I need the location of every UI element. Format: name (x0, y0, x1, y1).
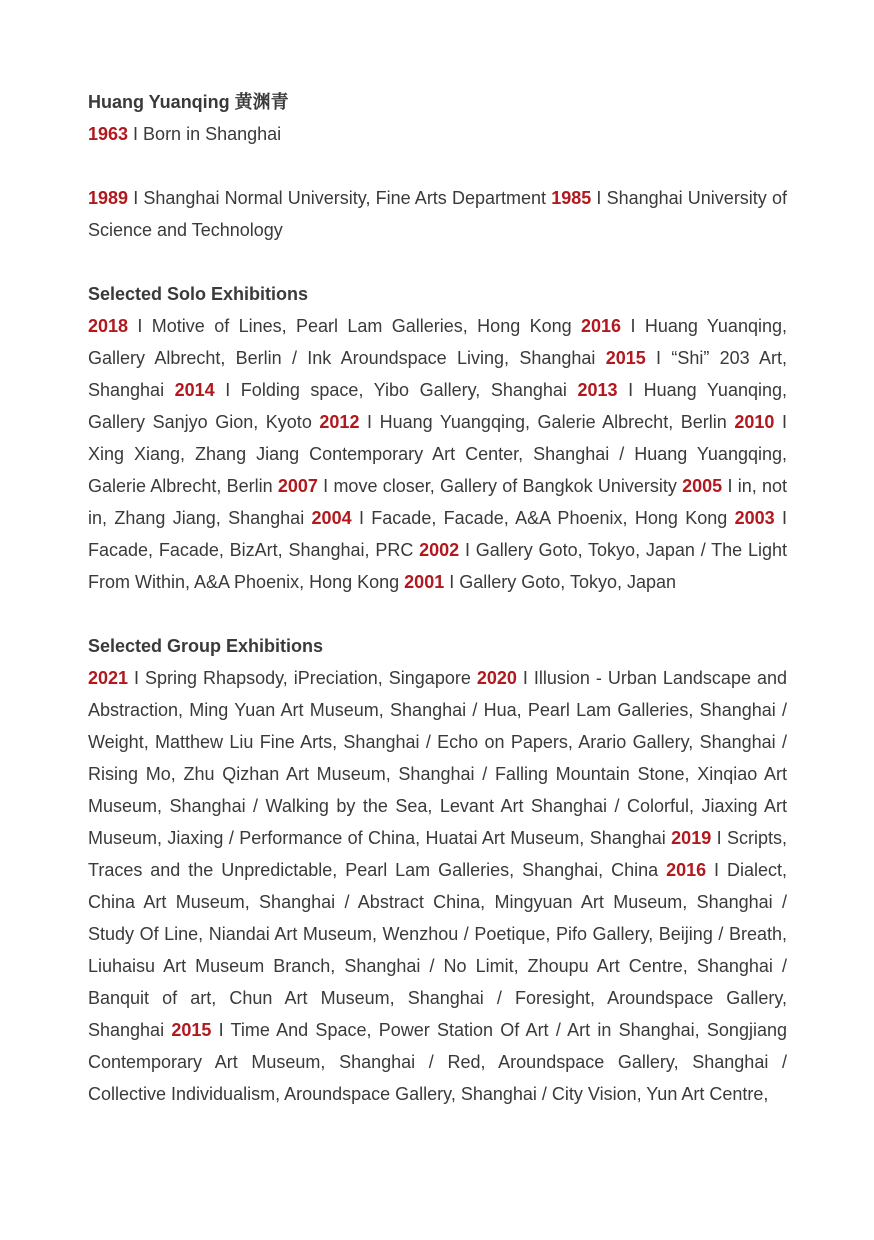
exhibition-text: I Huang Yuangqing, Galerie Albrecht, Berlin (359, 412, 735, 432)
exhibition-text: I “Shi” 203 Art, Shanghai (88, 348, 787, 400)
group-heading-line (88, 630, 787, 662)
exhibition-text: I Gallery Goto, Tokyo, Japan / The Light From Within, A&A Phoenix, Hong Kong (88, 540, 788, 592)
exhibition-year: 2002 (419, 540, 460, 560)
education-year: 1989 (88, 188, 129, 208)
exhibition-text: I Facade, Facade, BizArt, Shanghai, PRC (88, 508, 787, 560)
exhibition-text: I Dialect, China Art Museum, Shanghai / Abstract China, Mingyuan Art Museum, Shanghai / Study Of Line, Niandai Art Museum, Wenzhou / Poetique, Pifo Gallery, Beijing / Breath, Liuhaisu Art Museum Branch, Shanghai / No Limit, Zhoupu Art Centre, Shanghai / Banquit of art, Chun Art Museum, Shanghai / Foresight, Aroundspace Gallery, Shanghai (88, 860, 788, 1040)
education-text: I Shanghai Normal University, Fine Arts Department (128, 188, 552, 208)
exhibition-year: 2014 (174, 380, 215, 400)
exhibition-year: 2020 (476, 668, 517, 688)
exhibition-year: 2010 (734, 412, 775, 432)
birth-line (88, 118, 787, 150)
exhibition-year: 2003 (734, 508, 775, 528)
exhibition-text: I in, not in, Zhang Jiang, Shanghai (88, 476, 788, 528)
exhibition-text: I Huang Yuanqing, Gallery Sanjyo Gion, Kyoto (88, 380, 787, 432)
exhibition-text: I move closer, Gallery of Bangkok University (317, 476, 683, 496)
exhibition-text: I Time And Space, Power Station Of Art / Art in Shanghai, Songjiang Contemporary Art Museum, Shanghai / Red, Aroundspace Gallery, Shanghai / Collective Individualism, Aroundspace Gallery, Shanghai / City Vision, Yun Art Centre, (88, 1020, 787, 1104)
exhibition-year: 2016 (581, 316, 622, 336)
exhibition-year: 2012 (319, 412, 360, 432)
exhibition-year: 2015 (171, 1020, 212, 1040)
exhibition-year: 2021 (88, 668, 129, 688)
solo-exhibitions-heading: Selected Solo Exhibitions (88, 284, 309, 304)
artist-name-line (88, 86, 787, 118)
exhibition-year: 2005 (682, 476, 723, 496)
exhibition-text: I Gallery Goto, Tokyo, Japan (444, 572, 677, 592)
exhibition-text: I Motive of Lines, Pearl Lam Galleries, Hong Kong (128, 316, 582, 336)
solo-exhibitions-paragraph (88, 310, 787, 598)
exhibition-text: I Scripts, Traces and the Unpredictable, Pearl Lam Galleries, Shanghai, China (88, 828, 788, 880)
exhibition-text: I Spring Rhapsody, iPreciation, Singapore (128, 668, 477, 688)
solo-heading-line (88, 278, 787, 310)
exhibition-text: I Folding space, Yibo Gallery, Shanghai (214, 380, 578, 400)
exhibition-text: I Illusion - Urban Landscape and Abstraction, Ming Yuan Art Museum, Shanghai / Hua, Pearl Lam Galleries, Shanghai / Weight, Matthew Liu Fine Arts, Shanghai / Echo on Papers, Arario Gallery, Shanghai / Rising Mo, Zhu Qizhan Art Museum, Shanghai / Falling Mountain Stone, Xinqiao Art Museum, Shanghai / Walking by the Sea, Levant Art Shanghai / Colorful, Jiaxing Art Museum, Jiaxing / Performance of China, Huatai Art Museum, Shanghai (88, 668, 787, 848)
education-year: 1985 (551, 188, 592, 208)
exhibition-year: 2016 (666, 860, 707, 880)
exhibition-text: I Huang Yuanqing, Gallery Albrecht, Berlin / Ink Aroundspace Living, Shanghai (88, 316, 787, 368)
group-exhibitions-heading: Selected Group Exhibitions (88, 636, 324, 656)
birth-year: 1963 (88, 124, 129, 144)
exhibition-year: 2013 (577, 380, 618, 400)
birth-text: I Born in Shanghai (128, 124, 282, 144)
education-paragraph (88, 182, 787, 246)
exhibition-year: 2018 (88, 316, 129, 336)
exhibition-year: 2004 (311, 508, 352, 528)
group-exhibitions-paragraph (88, 662, 787, 1110)
artist-name: Huang Yuanqing 黄渊青 (88, 92, 289, 112)
exhibition-text: I Xing Xiang, Zhang Jiang Contemporary Art Center, Shanghai / Huang Yuangqing, Galerie Albrecht, Berlin (88, 412, 787, 496)
exhibition-year: 2019 (671, 828, 712, 848)
exhibition-year: 2001 (404, 572, 445, 592)
exhibition-year: 2015 (605, 348, 646, 368)
exhibition-text: I Facade, Facade, A&A Phoenix, Hong Kong (351, 508, 735, 528)
education-text: I Shanghai University of Science and Technology (88, 188, 787, 240)
exhibition-year: 2007 (277, 476, 318, 496)
cv-document (88, 86, 787, 1110)
